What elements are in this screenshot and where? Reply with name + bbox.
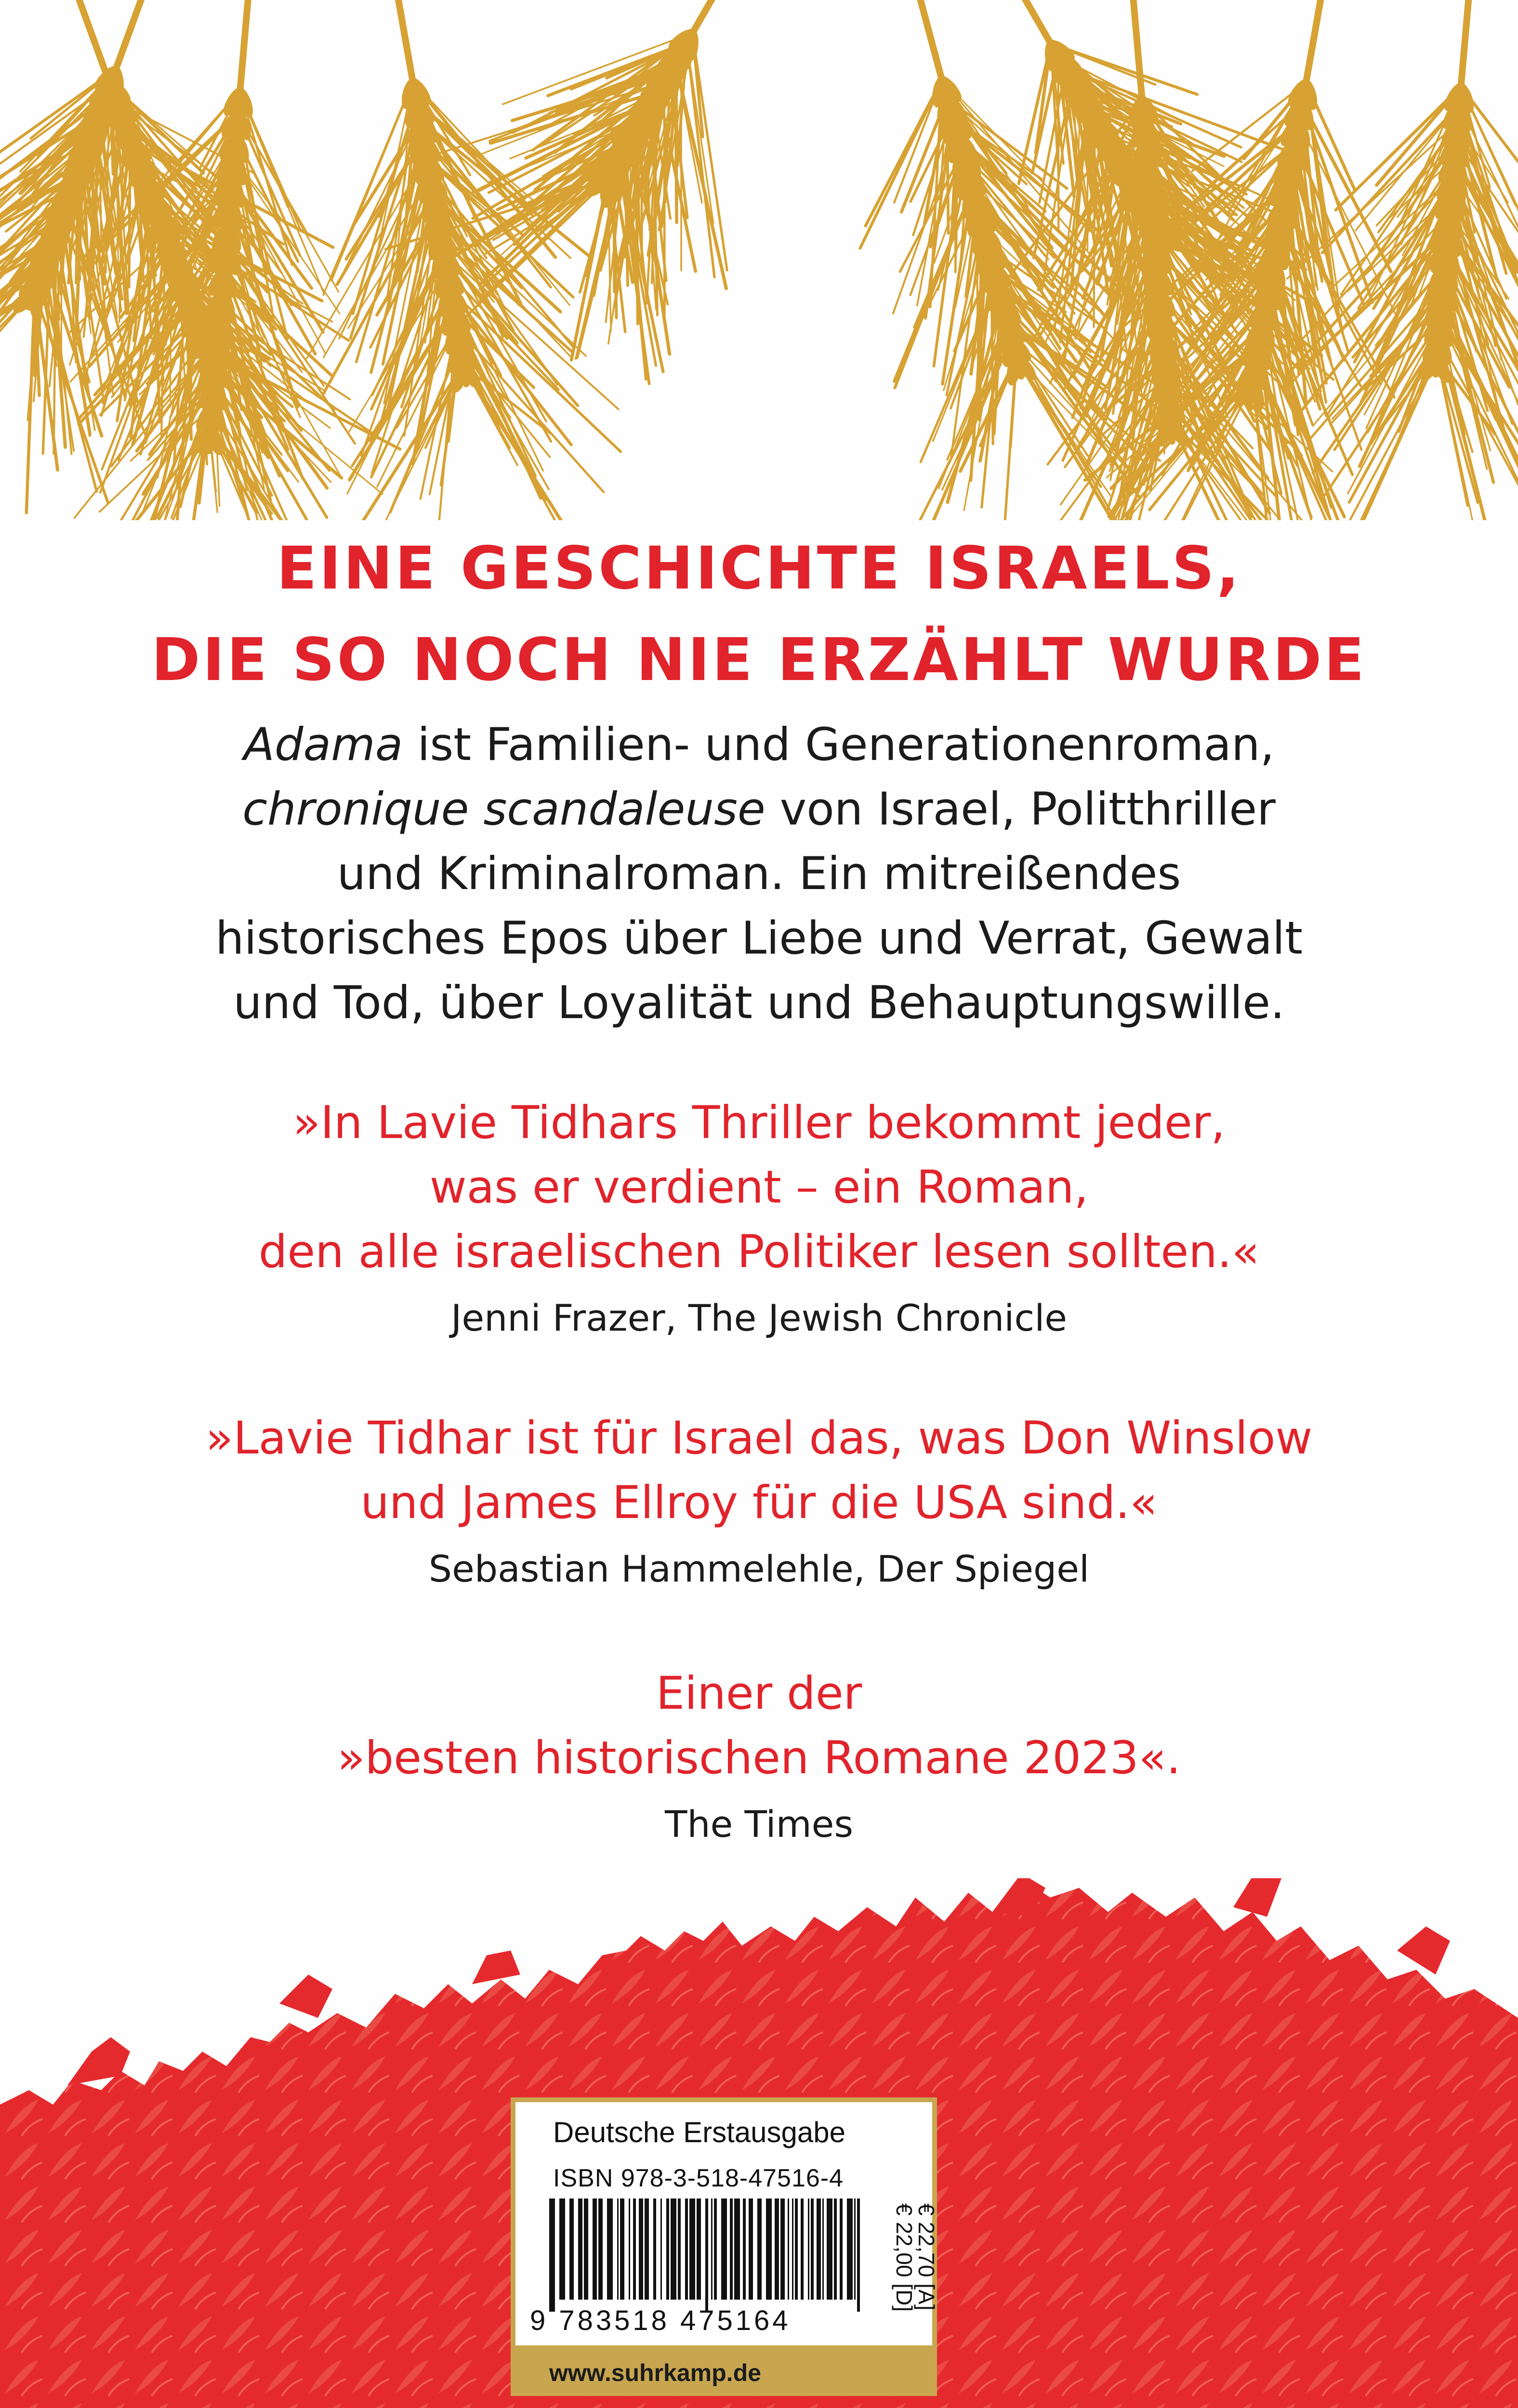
- isbn-barcode-box: [511, 2097, 937, 2350]
- edition-label: Deutsche Erstausgabe: [553, 2116, 846, 2148]
- quote-line: was er verdient – ein Roman,: [429, 1161, 1089, 1214]
- review-quote-3: [0, 1662, 1518, 1853]
- headline: [0, 523, 1518, 706]
- quote-source: Sebastian Hammelehle, Der Spiegel: [428, 1547, 1090, 1590]
- headline-line-1: EINE GESCHICHTE ISRAELS,: [277, 534, 1241, 602]
- book-title-italic: Adama: [243, 719, 403, 771]
- quote-line: »In Lavie Tidhars Thriller bekommt jeder,: [292, 1097, 1226, 1149]
- review-quote-1: [0, 1091, 1518, 1347]
- price-austria: € 22,70 [A]: [914, 2203, 939, 2311]
- quote-line: und James Ellroy für die USA sind.«: [360, 1477, 1158, 1529]
- chronique-italic: chronique scandaleuse: [242, 783, 766, 836]
- barcode-icon: [549, 2199, 867, 2312]
- blurb-line-3: und Kriminalroman. Ein mitreißendes: [337, 848, 1181, 900]
- quote-line: »besten historischen Romane 2023«.: [337, 1732, 1181, 1784]
- headline-line-2: DIE SO NOCH NIE ERZÄHLT WURDE: [151, 626, 1367, 694]
- wheat-ears-illustration: [0, 0, 1518, 520]
- blurb-line-5: und Tod, über Loyalität und Behauptungswille.: [233, 977, 1285, 1029]
- quote-line: den alle israelischen Politiker lesen sollten.«: [258, 1226, 1260, 1278]
- blurb-line-2: [0, 777, 1518, 842]
- price-germany: € 22,00 [D]: [892, 2203, 917, 2312]
- quote-line: »Lavie Tidhar ist für Israel das, was Don Winslow: [205, 1412, 1313, 1465]
- blurb-line-1: [0, 713, 1518, 777]
- quote-source: Jenni Frazer, The Jewish Chronicle: [450, 1296, 1068, 1339]
- blurb-line-1-text: ist Familien- und Generationenroman,: [403, 719, 1275, 771]
- barcode-digits: 9 783518 475164: [530, 2305, 791, 2336]
- review-quote-2: [0, 1406, 1518, 1598]
- publisher-url-band: [511, 2350, 937, 2396]
- isbn-number: ISBN 978-3-518-47516-4: [553, 2164, 844, 2192]
- quote-source: The Times: [664, 1803, 854, 1845]
- blurb-line-2-text: von Israel, Politthriller: [765, 783, 1276, 836]
- quote-line: Einer der: [656, 1667, 862, 1720]
- publisher-url: www.suhrkamp.de: [549, 2359, 761, 2386]
- blurb-line-4: historisches Epos über Liebe und Verrat, Gewalt: [215, 912, 1303, 965]
- blurb: [0, 713, 1518, 1035]
